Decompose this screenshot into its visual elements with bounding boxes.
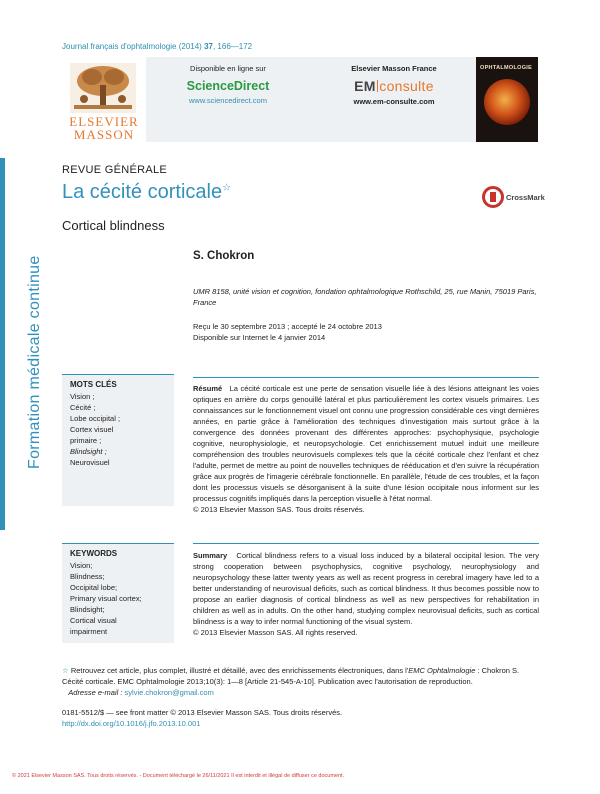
keyword-item: Blindness; — [70, 572, 105, 581]
keyword-item: Neurovisuel — [70, 458, 110, 467]
article-author: S. Chokron — [193, 250, 255, 262]
download-watermark: © 2021 Elsevier Masson SAS. Tous droits réservés. - Document téléchargé le 26/11/2021 Il est interdit et illégal de diffuser ce document. — [12, 773, 345, 779]
emconsulte-logo[interactable] — [320, 78, 468, 94]
elsevier-logo[interactable] — [62, 57, 146, 142]
received-date: Reçu le 30 septembre 2013 ; accepté le 24 octobre 2013 — [193, 322, 382, 331]
journal-volume: 37 — [204, 42, 213, 51]
abstract-en-text: Cortical blindness refers to a visual loss induced by a bilateral occipital lesion. The very strong cooperation between psychophysics, cognitive psychology, neurophysiology and neuropsychology these latter twenty years as well as recent progress in cerebral imagery have led to a better understanding of neurovisual deficits, such as cortical blindness. It thus becomes possible now to propose an earlier diagnosis of cortical blindness as well as new perspectives for rehabilitation in children as well as in adults. On the other hand, studying complex neurovisual deficits, such as cortical blindness is a way to infer normal functioning of the visual system. — [193, 551, 539, 626]
article-rubric: REVUE GÉNÉRALE — [62, 164, 168, 176]
cover-fundus-image — [484, 79, 530, 125]
email-label: Adresse e-mail : — [68, 688, 123, 697]
issn-block — [62, 707, 540, 729]
journal-reference — [62, 42, 252, 51]
keyword-item: Vision; — [70, 561, 93, 570]
article-title-fr-text: La cécité corticale — [62, 181, 223, 203]
sciencedirect-block — [150, 64, 306, 105]
elsevier-tree-icon — [70, 63, 136, 113]
title-footnote-star-icon[interactable]: ☆ — [222, 182, 232, 194]
cover-title: OPHTALMOLOGIE — [480, 65, 533, 71]
crossmark-badge[interactable] — [482, 186, 545, 212]
keyword-item: primaire ; — [70, 436, 102, 445]
keywords-en-title: KEYWORDS — [70, 549, 118, 558]
masson-wordmark: MASSON — [73, 127, 135, 142]
author-email-link[interactable]: sylvie.chokron@gmail.com — [124, 688, 214, 697]
side-accent-bar — [0, 158, 5, 530]
crossmark-icon — [482, 186, 504, 208]
keywords-fr-title: MOTS CLÉS — [70, 380, 117, 389]
footnote-text-a: Retrouvez cet article, plus complet, illustré et détaillé, avec des enrichissements électroniques, dans l' — [68, 666, 409, 675]
abstract-en-copyright: © 2013 Elsevier Masson SAS. All rights reserved. — [193, 628, 358, 637]
abstract-en — [193, 550, 539, 638]
emconsulte-block — [320, 64, 468, 106]
abstract-fr-label: Résumé — [193, 384, 223, 393]
abstract-fr-rule — [193, 377, 539, 378]
issn-line: 0181-5512/$ — see front matter © 2013 Elsevier Masson SAS. Tous droits réservés. — [62, 708, 343, 717]
abstract-fr-copyright: © 2013 Elsevier Masson SAS. Tous droits réservés. — [193, 505, 365, 514]
emconsulte-intro: Elsevier Masson France — [351, 64, 437, 73]
article-title-fr — [62, 181, 231, 204]
section-side-label: Formation médicale continue — [26, 255, 43, 469]
footnote-star-icon: ☆ — [62, 666, 69, 675]
abstract-en-label: Summary — [193, 551, 228, 560]
keyword-item: Occipital lobe; — [70, 583, 118, 592]
keyword-item: Cécité ; — [70, 403, 96, 412]
footnote-journal: EMC Ophtalmologie — [408, 666, 476, 675]
article-footnote — [62, 665, 540, 698]
crossmark-label: CrossMark — [506, 193, 545, 202]
emconsulte-logo-em: EM — [354, 78, 376, 94]
abstract-fr-text: La cécité corticale est une perte de sensation visuelle liée à des lésions atteignant les voies optiques en arrière du corps genouillé latéral et plus particulièrement les cortex visuels primaires. Les connaissances sur le fonctionnement visuel ont connu une progression considérable ces vingt dernières années, en partie grâce à l'amélioration des techniques d'investigation mais surtout grâce à la convergence des données provenant des différentes approches: psychophysique, psychologie cognitive, neurophysiologie, et neuropsychologie. Cet enrichissement mutuel induit une meilleure compréhension des troubles neurovisuels complexes tels que la cécité corticale chez l'enfant et chez l'adulte, permet de mettre au point de nouvelles techniques de rééducation et d'en suivre la récupération grâce aux progrès de l'imagerie cérébrale fonctionnelle. En parallèle, l'étude de ces troubles, et la façon dont les processus visuels se désorganisent à la suite d'une lésion occipitale nous informent sur les processus cognitifs impliqués dans la perception visuelle à l'état normal. — [193, 384, 539, 503]
emconsulte-link[interactable]: www.em-consulte.com — [353, 97, 435, 106]
abstract-fr — [193, 383, 539, 515]
keyword-item: Lobe occipital ; — [70, 414, 121, 423]
keyword-item: Primary visual cortex; — [70, 594, 142, 603]
keyword-item: impairment — [70, 627, 108, 636]
sciencedirect-logo[interactable]: ScienceDirect — [186, 79, 270, 93]
elsevier-wordmark: ELSEVIER — [69, 114, 139, 129]
author-affiliation: UMR 8158, unité vision et cognition, fondation ophtalmologique Rothschild, 25, rue Manin, 75019 Paris, France — [193, 287, 537, 307]
keyword-item: Vision ; — [70, 392, 95, 401]
online-date: Disponible sur Internet le 4 janvier 2014 — [193, 333, 326, 342]
journal-name: Journal français d'ophtalmologie (2014) — [62, 42, 202, 51]
keywords-fr-box — [62, 374, 174, 506]
keyword-item: Blindsight ; — [70, 447, 107, 456]
keyword-item: Cortical visual — [70, 616, 117, 625]
article-dates — [193, 321, 538, 343]
emconsulte-logo-consulte: consulte — [379, 78, 434, 94]
keywords-en-box — [62, 543, 174, 643]
journal-pages: , 166—172 — [212, 42, 253, 51]
keyword-item: Blindsight; — [70, 605, 105, 614]
footnote-text-b: : Chokron S. Cécité corticale. EMC Ophtalmologie 2013;10(3): 1—8 [Article 21-545-A-10]. Publication avec l'autorisation de reproduction. — [62, 666, 520, 686]
doi-link[interactable]: http://dx.doi.org/10.1016/j.jfo.2013.10.001 — [62, 719, 201, 728]
sciencedirect-intro: Disponible en ligne sur — [190, 64, 266, 73]
article-title-en: Cortical blindness — [62, 218, 165, 233]
journal-cover[interactable] — [476, 57, 538, 142]
sciencedirect-link[interactable]: www.sciencedirect.com — [189, 96, 267, 105]
abstract-en-rule — [193, 543, 539, 544]
keyword-item: Cortex visuel — [70, 425, 114, 434]
